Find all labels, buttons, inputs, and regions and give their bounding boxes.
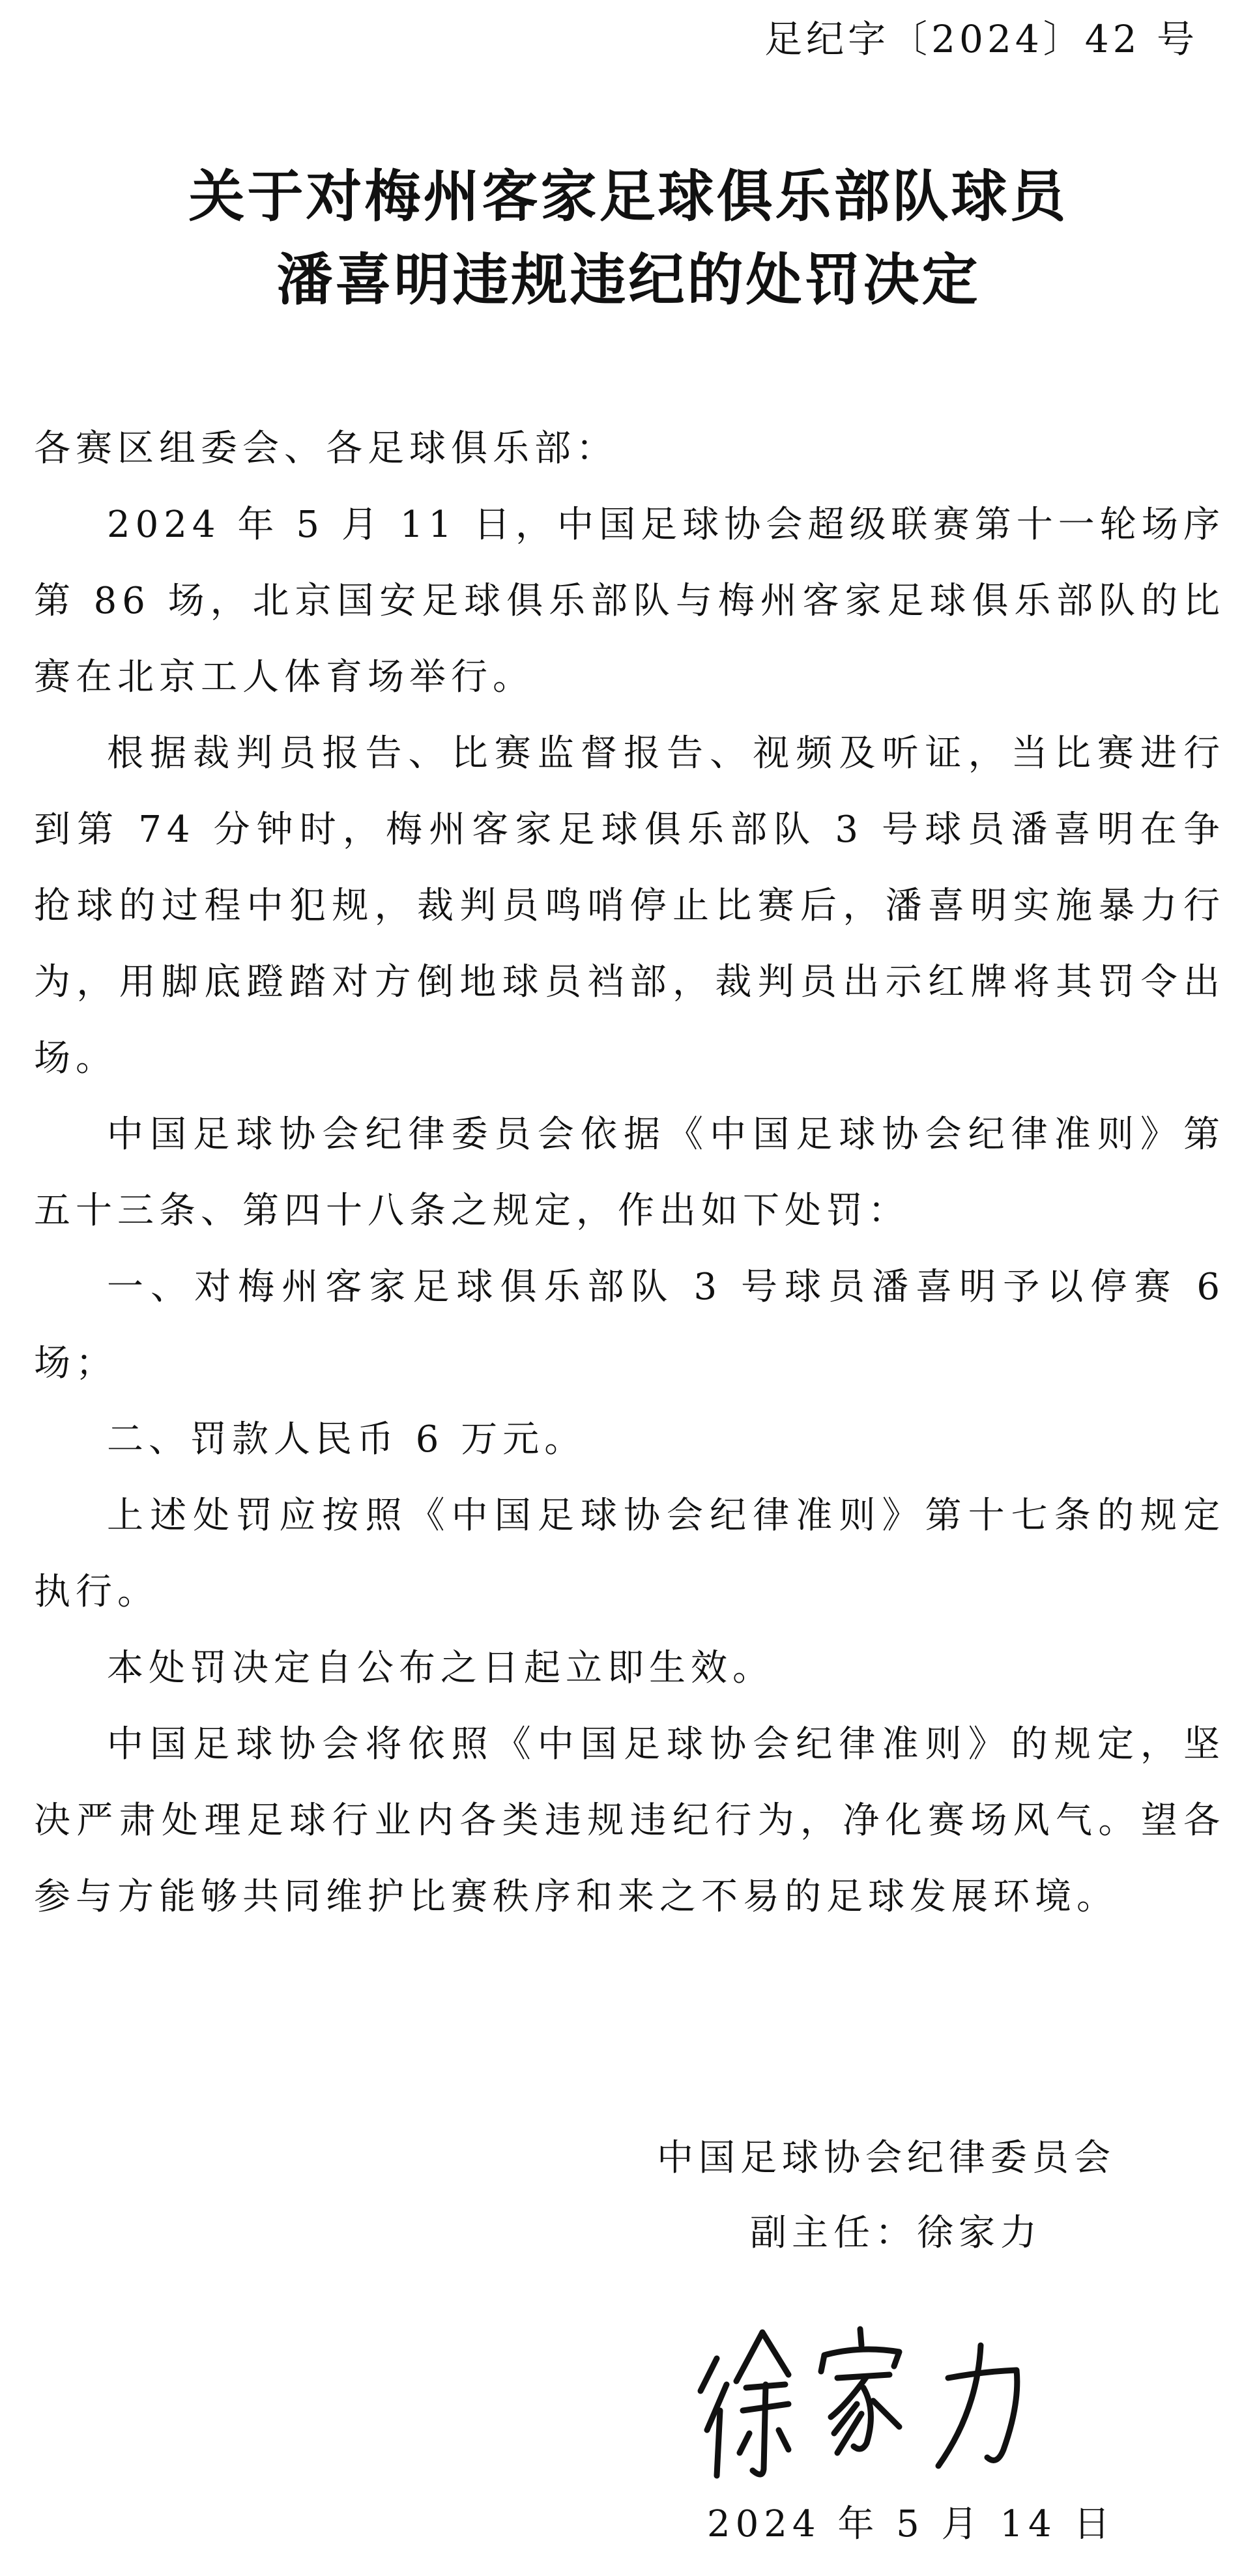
document-title bbox=[0, 155, 1257, 322]
paragraph-closing: 中国足球协会将依照《中国足球协会纪律准则》的规定，坚决严肃处理足球行业内各类违规违纪行为，净化赛场风气。望各参与方能够共同维护比赛秩序和来之不易的足球发展环境。 bbox=[34, 1723, 1225, 1918]
issuing-organization: 中国足球协会纪律委员会 bbox=[657, 2137, 1116, 2179]
handwritten-signature bbox=[691, 2319, 1056, 2482]
salutation: 各赛区组委会、各足球俱乐部： bbox=[34, 427, 618, 470]
signature-date: 2024 年 5 月 14 日 bbox=[707, 2503, 1116, 2545]
document-body bbox=[34, 410, 1225, 1935]
paragraph-execution: 上述处罚应按照《中国足球协会纪律准则》第十七条的规定执行。 bbox=[34, 1495, 1225, 1613]
paragraph-incident: 根据裁判员报告、比赛监督报告、视频及听证，当比赛进行到第 74 分钟时，梅州客家足球俱乐部队 3 号球员潘喜明在争抢球的过程中犯规，裁判员鸣哨停止比赛后，潘喜明实施暴力行为，用脚底蹬踏对方倒地球员裆部，裁判员出示红牌将其罚令出场。 bbox=[34, 732, 1225, 1080]
penalty-item-fine: 二、罚款人民币 6 万元。 bbox=[107, 1418, 586, 1461]
title-line-1: 关于对梅州客家足球俱乐部队球员 bbox=[188, 164, 1069, 229]
paragraph-effective: 本处罚决定自公布之日起立即生效。 bbox=[107, 1647, 774, 1689]
document-number: 足纪字〔2024〕42 号 bbox=[764, 17, 1198, 61]
title-line-2: 潘喜明违规违纪的处罚决定 bbox=[276, 247, 981, 313]
signatory-position: 副主任：徐家力 bbox=[750, 2212, 1042, 2254]
penalty-item-suspension: 一、对梅州客家足球俱乐部队 3 号球员潘喜明予以停赛 6 场； bbox=[34, 1266, 1225, 1384]
paragraph-match-info: 2024 年 5 月 11 日，中国足球协会超级联赛第十一轮场序第 86 场，北京国安足球俱乐部队与梅州客家足球俱乐部队的比赛在北京工人体育场举行。 bbox=[34, 504, 1225, 698]
paragraph-basis: 中国足球协会纪律委员会依据《中国足球协会纪律准则》第五十三条、第四十八条之规定，作出如下处罚： bbox=[34, 1113, 1225, 1232]
signature-block bbox=[626, 2121, 1147, 2270]
